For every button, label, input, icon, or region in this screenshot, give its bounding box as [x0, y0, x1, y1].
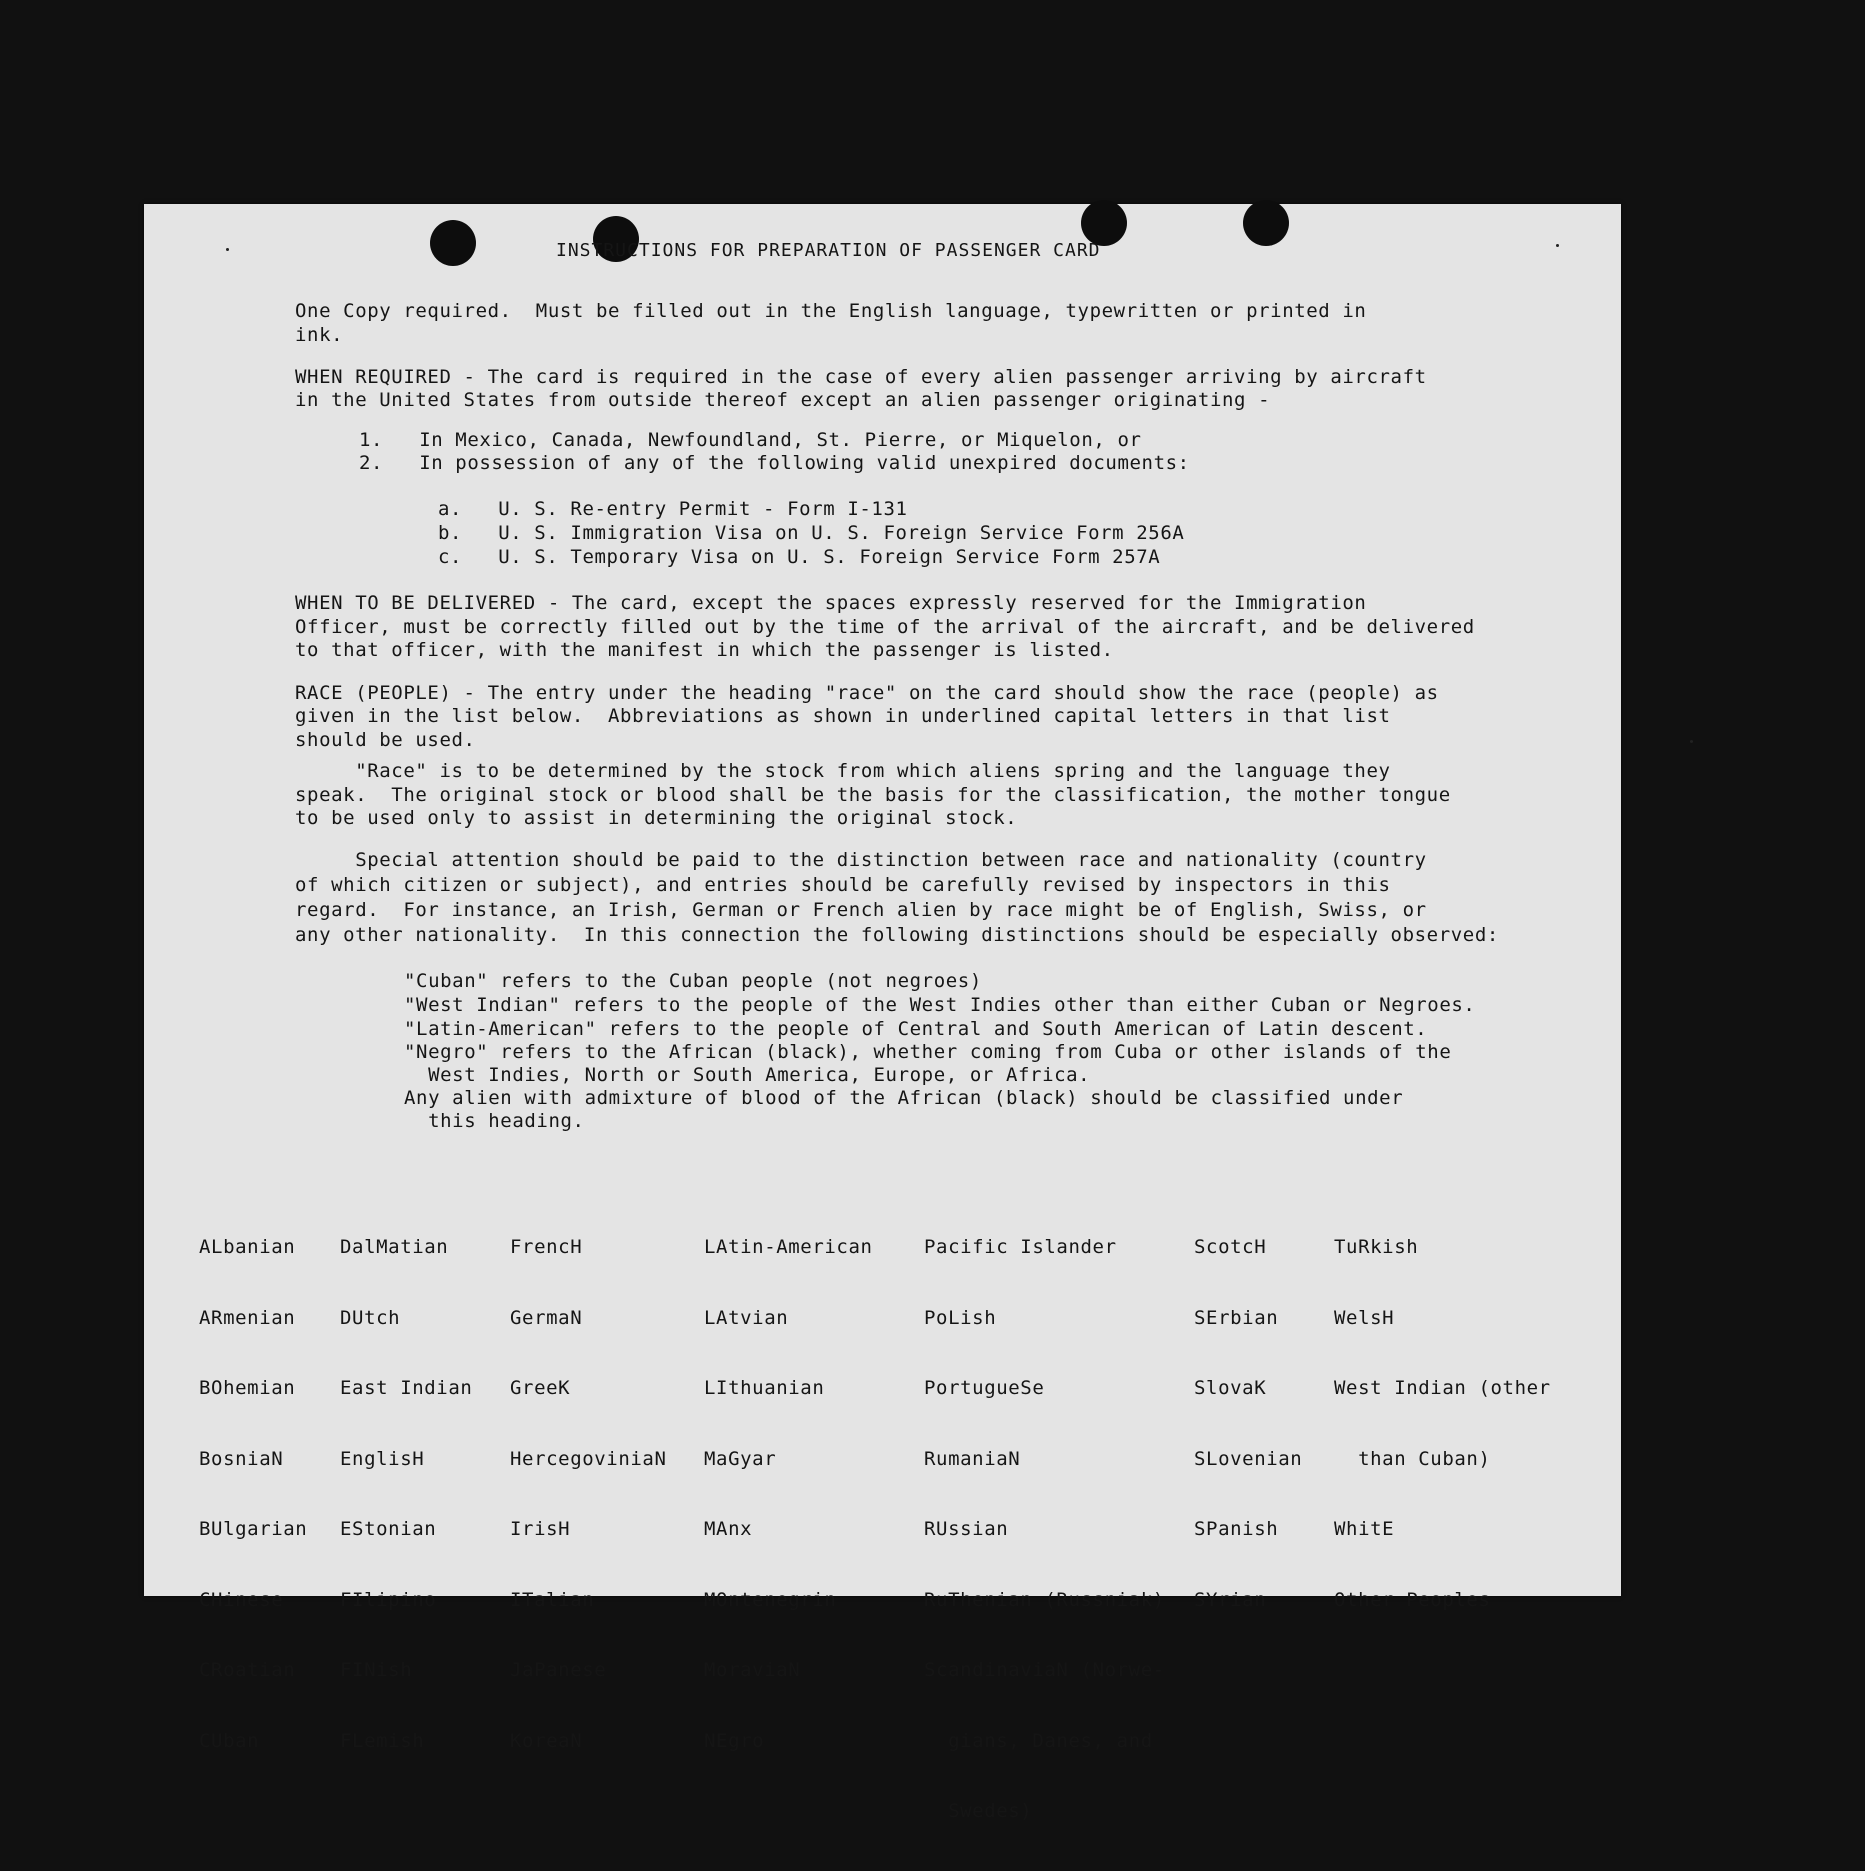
paper-speck [226, 248, 229, 251]
distinction-line-1: "Cuban" refers to the Cuban people (not negroes) [404, 970, 982, 992]
race-entry: MoraviaN [704, 1659, 801, 1681]
paper-speck [1556, 244, 1559, 247]
punch-hole-1 [430, 220, 476, 266]
race-entry: SErbian [1194, 1306, 1279, 1329]
special-attention-line-2: of which citizen or subject), and entries should be carefully revised by inspectors in this [295, 874, 1391, 896]
race-entry: SlovaK [1194, 1377, 1267, 1399]
distinction-line-6: Any alien with admixture of blood of the African (black) should be classified under [404, 1087, 1404, 1109]
race-entry: SYrian [1194, 1588, 1267, 1611]
race-entry: FrencH [510, 1236, 583, 1258]
race-entry: WhitE [1334, 1518, 1395, 1540]
race-entry: FIlipino [340, 1588, 437, 1611]
when-delivered-line-2: Officer, must be correctly filled out by the time of the arrival of the aircraft, and be delivered [295, 616, 1475, 638]
race-entry: RUssian [924, 1518, 1009, 1540]
race-entry: MOntenegrin [704, 1588, 837, 1611]
paper-speck [1690, 740, 1693, 743]
race-entry: JaPanese [510, 1659, 607, 1681]
distinction-line-7: this heading. [404, 1110, 585, 1132]
race-stock-line-3: to be used only to assist in determining the original stock. [295, 807, 1018, 829]
race-entry: LIthuanian [704, 1377, 825, 1399]
distinction-line-5: West Indies, North or South America, Europe, or Africa. [404, 1064, 1091, 1086]
race-entry: SLovenian [1194, 1447, 1303, 1470]
race-entry: Other Peoples [1334, 1588, 1491, 1611]
race-entry: BUlgarian [199, 1518, 308, 1540]
race-entry: FLemish [340, 1729, 425, 1752]
race-entry: DalMatian [340, 1236, 449, 1258]
race-entry: LAtvian [704, 1306, 789, 1329]
when-required-line-2: in the United States from outside thereof except an alien passenger originating - [295, 389, 1271, 411]
lettered-item-b: b. U. S. Immigration Visa on U. S. Foreign Service Form 256A [438, 522, 1185, 544]
race-column-3 [510, 1189, 667, 1800]
race-column-2 [340, 1189, 472, 1800]
race-column-7 [1334, 1189, 1551, 1659]
distinction-line-4: "Negro" refers to the African (black), whether coming from Cuba or other islands of the [404, 1041, 1452, 1063]
race-entry: GreeK [510, 1377, 571, 1399]
numbered-item-1: 1. In Mexico, Canada, Newfoundland, St. Pierre, or Miquelon, or [359, 429, 1142, 451]
race-entry: BosniaN [199, 1447, 284, 1470]
race-entry: PortugueSe [924, 1377, 1045, 1399]
race-entry: GermaN [510, 1306, 583, 1329]
special-attention-line-4: any other nationality. In this connection the following distinctions should be especially observed: [295, 924, 1499, 946]
race-entry: SPanish [1194, 1518, 1279, 1540]
race-entry: ARmenian [199, 1306, 296, 1329]
punch-hole-4 [1243, 200, 1289, 246]
race-column-6 [1194, 1189, 1302, 1659]
race-entry: LAtin-American [704, 1236, 873, 1258]
race-entry: gians, Danes, and [924, 1729, 1153, 1752]
lettered-item-a: a. U. S. Re-entry Permit - Form I-131 [438, 498, 908, 520]
race-entry: ALbanian [199, 1236, 296, 1258]
race-entry: BOhemian [199, 1377, 296, 1399]
race-entry: TuRkish [1334, 1236, 1419, 1258]
race-entry: Swedes) [924, 1800, 1033, 1822]
race-entry: EnglisH [340, 1447, 425, 1470]
race-entry: MAnx [704, 1518, 753, 1540]
race-entry: NEgro [704, 1729, 765, 1752]
race-entry: RuThenian (Russniak) [924, 1588, 1165, 1611]
when-delivered-line-1: WHEN TO BE DELIVERED - The card, except the spaces expressly reserved for the Immigration [295, 592, 1367, 614]
distinction-line-2: "West Indian" refers to the people of the West Indies other than either Cuban or Negroes. [404, 994, 1476, 1016]
race-entry: MaGyar [704, 1447, 777, 1470]
when-delivered-line-3: to that officer, with the manifest in which the passenger is listed. [295, 639, 1114, 661]
race-stock-line-1: "Race" is to be determined by the stock from which aliens spring and the language they [295, 760, 1391, 782]
race-entry: FINish [340, 1659, 413, 1681]
lettered-item-c: c. U. S. Temporary Visa on U. S. Foreign Service Form 257A [438, 546, 1161, 568]
numbered-item-2: 2. In possession of any of the following valid unexpired documents: [359, 452, 1190, 474]
special-attention-line-3: regard. For instance, an Irish, German or French alien by race might be of English, Swiss, or [295, 899, 1427, 921]
distinction-line-3: "Latin-American" refers to the people of Central and South American of Latin descent. [404, 1018, 1428, 1040]
race-entry: CHinese [199, 1588, 284, 1611]
intro-line-1: One Copy required. Must be filled out in the English language, typewritten or printed in [295, 300, 1367, 322]
race-entry: KoreaN [510, 1729, 583, 1752]
race-entry: East Indian [340, 1377, 473, 1399]
race-entry: IrisH [510, 1518, 571, 1540]
race-entry: WelsH [1334, 1306, 1395, 1329]
race-entry: West Indian (other [1334, 1377, 1551, 1399]
race-entry: CUban [199, 1729, 260, 1752]
race-entry: ScotcH [1194, 1236, 1267, 1258]
race-people-line-2: given in the list below. Abbreviations as shown in underlined capital letters in that list [295, 705, 1391, 727]
race-entry: PoLish [924, 1306, 997, 1329]
race-column-5 [924, 1189, 1165, 1871]
race-entry: HercegoviniaN [510, 1447, 667, 1470]
race-entry: EStonian [340, 1518, 437, 1540]
race-column-1 [199, 1189, 307, 1800]
race-entry: Pacific Islander [924, 1236, 1117, 1258]
race-entry: CRoatian [199, 1659, 296, 1681]
race-entry: ITalian [510, 1588, 595, 1611]
document-page [144, 204, 1621, 1822]
intro-line-2: ink. [295, 324, 344, 346]
race-people-line-3: should be used. [295, 729, 476, 751]
race-entry: ScandinaviaN (Norwe- [924, 1659, 1165, 1681]
race-entry: DUtch [340, 1306, 401, 1329]
race-stock-line-2: speak. The original stock or blood shall be the basis for the classification, the mother tongue [295, 784, 1451, 806]
race-entry: RumaniaN [924, 1447, 1021, 1470]
document-title: INSTRUCTIONS FOR PREPARATION OF PASSENGER CARD [556, 240, 1101, 261]
race-people-line-1: RACE (PEOPLE) - The entry under the heading "race" on the card should show the race (people) as [295, 682, 1439, 704]
race-entry: than Cuban) [1334, 1447, 1491, 1470]
when-required-line-1: WHEN REQUIRED - The card is required in the case of every alien passenger arriving by aircraft [295, 366, 1427, 388]
race-column-4 [704, 1189, 873, 1800]
special-attention-line-1: Special attention should be paid to the distinction between race and nationality (country [295, 849, 1427, 871]
